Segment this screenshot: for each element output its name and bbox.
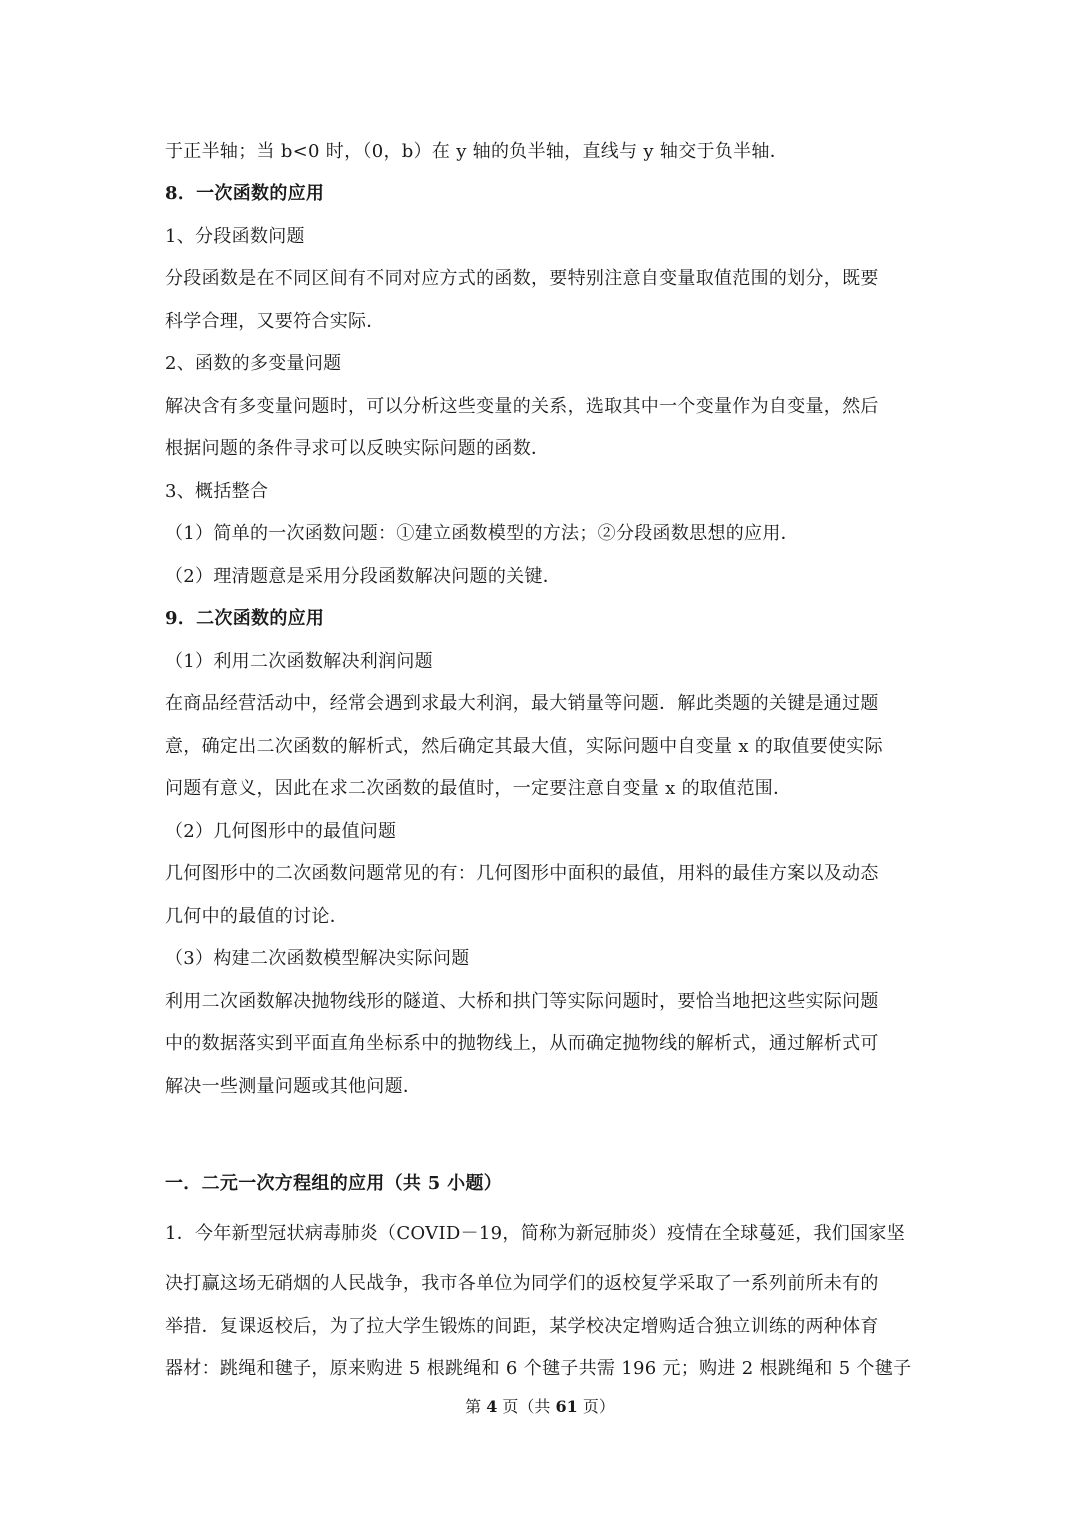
page-footer <box>0 1396 1080 1418</box>
paragraph-line: 几何中的最值的讨论． <box>165 906 348 927</box>
paragraph-line: 问题有意义，因此在求二次函数的最值时，一定要注意自变量 x 的取值范围． <box>165 778 792 799</box>
section-heading-8: 8．一次函数的应用 <box>165 183 325 204</box>
subheading: 3、概括整合 <box>165 481 269 502</box>
subheading: 2、函数的多变量问题 <box>165 353 342 374</box>
question-line: 举措．复课返校后，为了拉大学生锻炼的间距，某学校决定增购适合独立训练的两种体育 <box>165 1316 879 1337</box>
paragraph-line: 意，确定出二次函数的解析式，然后确定其最大值，实际问题中自变量 x 的取值要使实际 <box>165 736 883 757</box>
subheading: 1、分段函数问题 <box>165 226 305 247</box>
paragraph-line: 解决含有多变量问题时，可以分析这些变量的关系，选取其中一个变量作为自变量，然后 <box>165 396 879 417</box>
paragraph-line: 解决一些测量问题或其他问题． <box>165 1076 422 1097</box>
paragraph-line: 于正半轴；当 b<0 时，（0，b）在 y 轴的负半轴，直线与 y 轴交于负半轴． <box>165 141 788 162</box>
paragraph-line: 几何图形中的二次函数问题常见的有：几何图形中面积的最值，用料的最佳方案以及动态 <box>165 863 879 884</box>
exercise-section-heading: 一．二元一次方程组的应用（共 5 小题） <box>165 1173 503 1194</box>
paragraph-line: 分段函数是在不同区间有不同对应方式的函数，要特别注意自变量取值范围的划分，既要 <box>165 268 879 289</box>
question-line: 1．今年新型冠状病毒肺炎（COVID－19，简称为新冠肺炎）疫情在全球蔓延，我们国家坚 <box>165 1223 906 1244</box>
footer-page-number: 4 <box>486 1397 498 1416</box>
section-heading-9: 9．二次函数的应用 <box>165 608 325 629</box>
paragraph-line: （2）理清题意是采用分段函数解决问题的关键． <box>165 566 562 587</box>
footer-prefix: 第 <box>465 1397 482 1416</box>
paragraph-line: 根据问题的条件寻求可以反映实际问题的函数． <box>165 438 550 459</box>
subheading: （3）构建二次函数模型解决实际问题 <box>165 948 470 969</box>
paragraph-line: 在商品经营活动中，经常会遇到求最大利润，最大销量等问题．解此类题的关键是通过题 <box>165 693 879 714</box>
footer-total-pages: 61 <box>555 1397 578 1416</box>
paragraph-line: （1）简单的一次函数问题：①建立函数模型的方法；②分段函数思想的应用． <box>165 523 799 544</box>
paragraph-line: 科学合理，又要符合实际． <box>165 311 385 332</box>
footer-mid: 页（共 <box>502 1397 551 1416</box>
subheading: （2）几何图形中的最值问题 <box>165 821 397 842</box>
question-line: 决打赢这场无硝烟的人民战争，我市各单位为同学们的返校复学采取了一系列前所未有的 <box>165 1273 879 1294</box>
paragraph-line: 中的数据落实到平面直角坐标系中的抛物线上，从而确定抛物线的解析式，通过解析式可 <box>165 1033 879 1054</box>
subheading: （1）利用二次函数解决利润问题 <box>165 651 433 672</box>
question-line: 器材：跳绳和毽子，原来购进 5 根跳绳和 6 个毽子共需 196 元；购进 2 根跳绳和 5 个毽子 <box>165 1358 912 1379</box>
paragraph-line: 利用二次函数解决抛物线形的隧道、大桥和拱门等实际问题时，要恰当地把这些实际问题 <box>165 991 879 1012</box>
footer-suffix: 页） <box>582 1397 615 1416</box>
